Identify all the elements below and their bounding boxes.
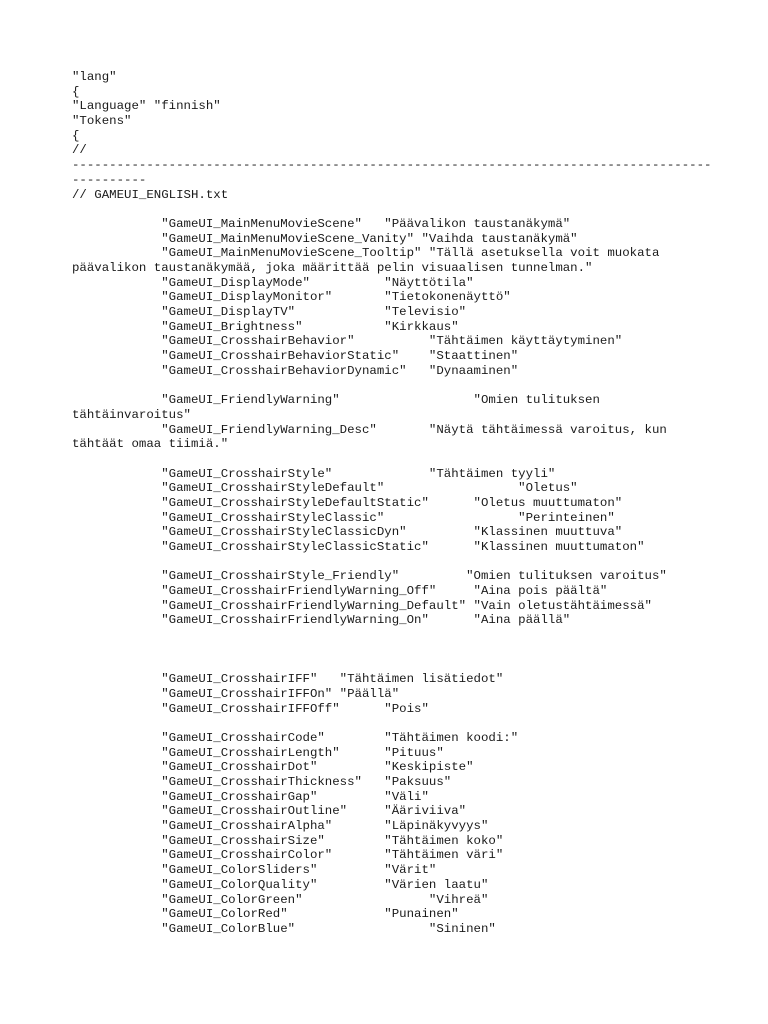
text-line: "GameUI_CrosshairOutline" "Ääriviiva" (72, 804, 467, 819)
text-line: "GameUI_CrosshairBehaviorStatic" "Staattinen" (72, 349, 519, 364)
text-line: "GameUI_CrosshairFriendlyWarning_Off" "Aina pois päältä" (72, 584, 608, 599)
text-line: "GameUI_CrosshairFriendlyWarning_On" "Aina päällä" (72, 613, 571, 628)
text-line: "GameUI_CrosshairSize" "Tähtäimen koko" (72, 833, 504, 848)
text-line: "GameUI_CrosshairCode" "Tähtäimen koodi:" (72, 730, 519, 745)
text-line: "Language" "finnish" (72, 99, 221, 114)
text-line: "GameUI_CrosshairIFFOn" "Päällä" (72, 686, 400, 701)
blank-line (72, 643, 702, 658)
text-line: "GameUI_CrosshairStyleClassicDyn" "Klassinen muuttuva" (72, 525, 623, 540)
text-line: "GameUI_CrosshairIFF" "Tähtäimen lisätiedot" (72, 672, 504, 687)
text-line: "GameUI_CrosshairThickness" "Paksuus" (72, 775, 452, 789)
text-line: { (72, 128, 80, 143)
text-line: { (72, 84, 80, 99)
text-line: "GameUI_CrosshairColor" "Tähtäimen väri" (72, 848, 504, 863)
blank-line (72, 658, 702, 673)
blank-line (72, 202, 702, 217)
text-line: "GameUI_DisplayMonitor" "Tietokonenäyttö" (72, 290, 511, 305)
text-line: "GameUI_ColorBlue" "Sininen" (72, 921, 496, 936)
text-line: "GameUI_CrosshairStyle_Friendly" "Omien tulituksen varoitus" (72, 569, 667, 584)
text-line: "GameUI_CrosshairStyleDefault" "Oletus" (72, 481, 578, 496)
text-line: päävalikon taustanäkymää, joka määrittää pelin visuaalisen tunnelman." (72, 260, 593, 275)
text-line: tähtäinvaroitus" (72, 407, 191, 422)
text-line: "GameUI_MainMenuMovieScene_Tooltip" "Tällä asetuksella voit muokata (72, 246, 660, 261)
text-line: "GameUI_CrosshairStyleClassicStatic" "Klassinen muuttumaton" (72, 540, 645, 554)
text-line: "GameUI_CrosshairGap" "Väli" (72, 789, 429, 804)
text-line: "GameUI_CrosshairStyleDefaultStatic" "Oletus muuttumaton" (72, 495, 623, 510)
text-line: "GameUI_ColorSliders" "Värit" (72, 863, 437, 878)
text-line: "Tokens" (72, 114, 132, 129)
text-line: "GameUI_ColorRed" "Punainen" (72, 907, 459, 922)
text-line: "GameUI_DisplayTV" "Televisio" (72, 305, 467, 319)
text-line: "GameUI_DisplayMode" "Näyttötila" (72, 275, 474, 290)
blank-line (72, 628, 702, 643)
text-line: "GameUI_CrosshairStyle" "Tähtäimen tyyli" (72, 466, 556, 481)
text-line: "GameUI_MainMenuMovieScene" "Päävalikon taustanäkymä" (72, 216, 571, 231)
text-line: -------------------------------------------------------------------------------------- (72, 158, 712, 173)
text-line: tähtäät omaa tiimiä." (72, 437, 229, 452)
text-line: "GameUI_CrosshairBehavior" "Tähtäimen käyttäytyminen" (72, 334, 623, 349)
text-line: "GameUI_CrosshairLength" "Pituus" (72, 745, 444, 760)
text-line: // (72, 143, 87, 158)
text-line: "GameUI_FriendlyWarning_Desc" "Näytä tähtäimessä varoitus, kun (72, 422, 667, 437)
document-text (72, 70, 712, 937)
text-line: "lang" (72, 70, 117, 84)
blank-line (72, 378, 702, 393)
blank-line (72, 716, 702, 731)
text-line: "GameUI_CrosshairDot" "Keskipiste" (72, 760, 474, 775)
text-line: "GameUI_MainMenuMovieScene_Vanity" "Vaihda taustanäkymä" (72, 231, 578, 246)
text-line: ---------- (72, 172, 147, 187)
text-line: "GameUI_CrosshairAlpha" "Läpinäkyvyys" (72, 819, 489, 834)
text-line: "GameUI_Brightness" "Kirkkaus" (72, 319, 459, 334)
text-line: // GAMEUI_ENGLISH.txt (72, 187, 229, 202)
text-line: "GameUI_CrosshairStyleClassic" "Perinteinen" (72, 510, 615, 525)
text-line: "GameUI_ColorGreen" "Vihreä" (72, 892, 489, 907)
text-line: "GameUI_CrosshairFriendlyWarning_Default" "Vain oletustähtäimessä" (72, 598, 652, 613)
blank-line (72, 452, 702, 467)
text-line: "GameUI_CrosshairBehaviorDynamic" "Dynaaminen" (72, 363, 519, 378)
text-line: "GameUI_ColorQuality" "Värien laatu" (72, 877, 489, 892)
text-line: "GameUI_CrosshairIFFOff" "Pois" (72, 701, 429, 716)
blank-line (72, 555, 702, 570)
text-line: "GameUI_FriendlyWarning" "Omien tulituksen (72, 393, 600, 408)
